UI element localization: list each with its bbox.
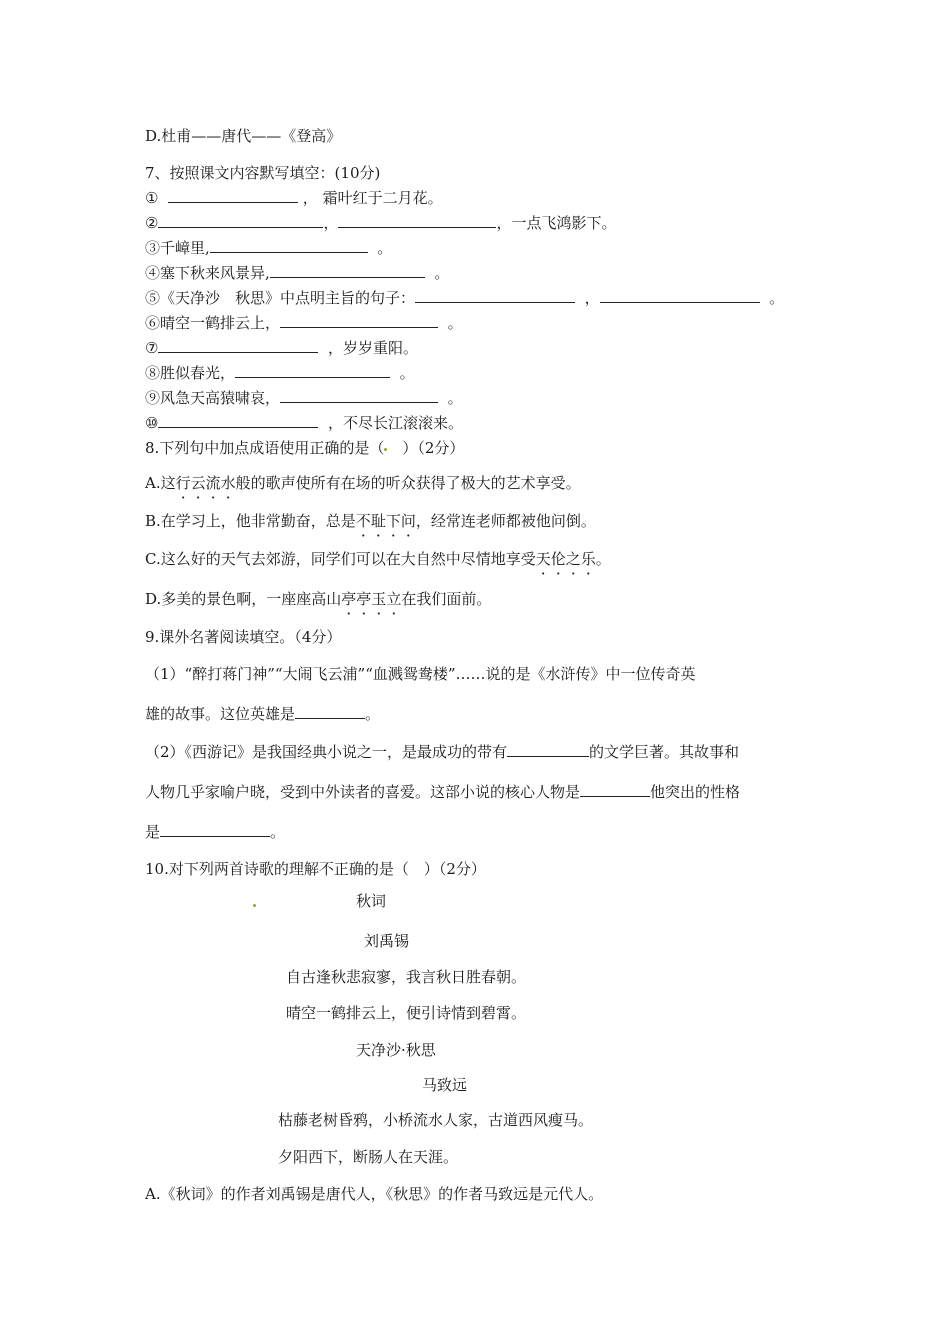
emphasized-char: 问 (400, 512, 416, 530)
q10-option-a: A.《秋词》的作者刘禹锡是唐代人，《秋思》的作者马致远是元代人。 (145, 1185, 604, 1203)
q9-part2-line3: 是 。 (145, 823, 286, 841)
emphasized-char: 下 (385, 512, 401, 530)
q8-option-c: C.这么好的天气去郊游，同学们可以在大自然中尽情地享受天伦之乐。 (145, 550, 611, 568)
q8-option-d: D.多美的景色啊，一座座高山亭亭玉立在我们面前。 (145, 590, 492, 608)
answer-blank[interactable] (280, 388, 438, 403)
emphasized-char: 亭 (341, 590, 357, 608)
emphasized-char: 之 (565, 550, 581, 568)
q9-title: 9.课外名著阅读填空。（4分） (145, 628, 342, 646)
emphasized-char: 不 (355, 512, 371, 530)
q7-item-2: ② ， ，一点飞鸿影下。 (145, 214, 617, 232)
answer-blank[interactable] (158, 213, 323, 228)
q7-item-9: ⑨风急天高猿啸哀， 。 (145, 389, 463, 407)
q7-item-3: ③千嶂里, 。 (145, 239, 393, 257)
answer-blank[interactable] (600, 288, 760, 303)
q7-item-5: ⑤《天净沙 秋思》中点明主旨的句子： ， 。 (145, 289, 785, 307)
answer-blank[interactable] (168, 188, 298, 203)
emphasized-char: 立 (386, 590, 402, 608)
poem2-line1: 枯藤老树昏鸦，小桥流水人家，古道西风瘦马。 (278, 1111, 594, 1129)
q8-option-a: A.这行云流水般的歌声使所有在场的听众获得了极大的艺术享受。 (145, 474, 581, 492)
answer-blank[interactable] (280, 313, 438, 328)
stray-mark (253, 904, 256, 907)
q6-option-d: D.杜甫——唐代——《登高》 (145, 127, 342, 145)
q7-title: 7、按照课文内容默写填空：(10分) (145, 164, 381, 182)
poem1-title: 秋词 (356, 892, 387, 910)
q9-part2-line1: （2）《西游记》是我国经典小说之一，是最成功的带有 的文学巨著。其故事和 (145, 743, 740, 761)
answer-blank[interactable] (210, 238, 368, 253)
answer-blank[interactable] (160, 822, 270, 837)
q9-part2-line2: 人物几乎家喻户晓，受到中外读者的喜爱。这部小说的核心人物是 他突出的性格 (145, 783, 741, 801)
answer-blank[interactable] (158, 338, 318, 353)
poem1-author: 刘禹锡 (364, 932, 410, 950)
emphasized-char: 云 (190, 474, 206, 492)
q7-item-1: ① ， 霜叶红于二月花。 (145, 189, 443, 207)
poem1-line2: 晴空一鹤排云上，便引诗情到碧霄。 (286, 1004, 527, 1022)
emphasized-char: 乐 (580, 550, 596, 568)
answer-blank[interactable] (270, 263, 425, 278)
answer-blank[interactable] (158, 413, 318, 428)
emphasized-char: 流 (205, 474, 221, 492)
q7-item-8: ⑧胜似春光， 。 (145, 364, 415, 382)
q10-title: 10.对下列两首诗歌的理解不正确的是（ ）（2分） (145, 860, 486, 878)
poem2-line2: 夕阳西下，断肠人在天涯。 (278, 1148, 459, 1166)
q8-title: 8.下列句中加点成语使用正确的是（ ）（2分） (145, 439, 465, 457)
emphasized-char: 行 (175, 474, 191, 492)
q8-option-b: B.在学习上，他非常勤奋，总是不耻下问，经常连老师都被他问倒。 (145, 512, 596, 530)
emphasized-char: 水 (220, 474, 236, 492)
q9-part1-line1: （1）“醉打蒋门神”“大闹飞云浦”“血溅鸳鸯楼”……说的是《水浒传》中一位传奇英 (145, 665, 696, 683)
q7-item-10: ⑩ ，不尽长江滚滚来。 (145, 414, 464, 432)
answer-blank[interactable] (295, 704, 365, 719)
answer-blank[interactable] (580, 782, 650, 797)
emphasized-char: 天 (535, 550, 551, 568)
answer-blank[interactable] (415, 288, 575, 303)
q7-item-4: ④塞下秋来风景异, 。 (145, 264, 450, 282)
q9-part1-line2: 雄的故事。这位英雄是 。 (145, 705, 381, 723)
poem2-author: 马致远 (422, 1076, 468, 1094)
emphasized-char: 伦 (550, 550, 566, 568)
answer-blank[interactable] (235, 363, 390, 378)
q7-item-6: ⑥晴空一鹤排云上， 。 (145, 314, 463, 332)
emphasized-char: 亭 (356, 590, 372, 608)
answer-blank[interactable] (507, 742, 589, 757)
answer-blank[interactable] (338, 213, 496, 228)
poem2-title: 天净沙·秋思 (356, 1041, 436, 1059)
q7-item-7: ⑦ ，岁岁重阳。 (145, 339, 419, 357)
emphasized-char: 耻 (370, 512, 386, 530)
poem1-line1: 自古逢秋悲寂寥，我言秋日胜春朝。 (286, 968, 527, 986)
emphasized-char: 玉 (371, 590, 387, 608)
